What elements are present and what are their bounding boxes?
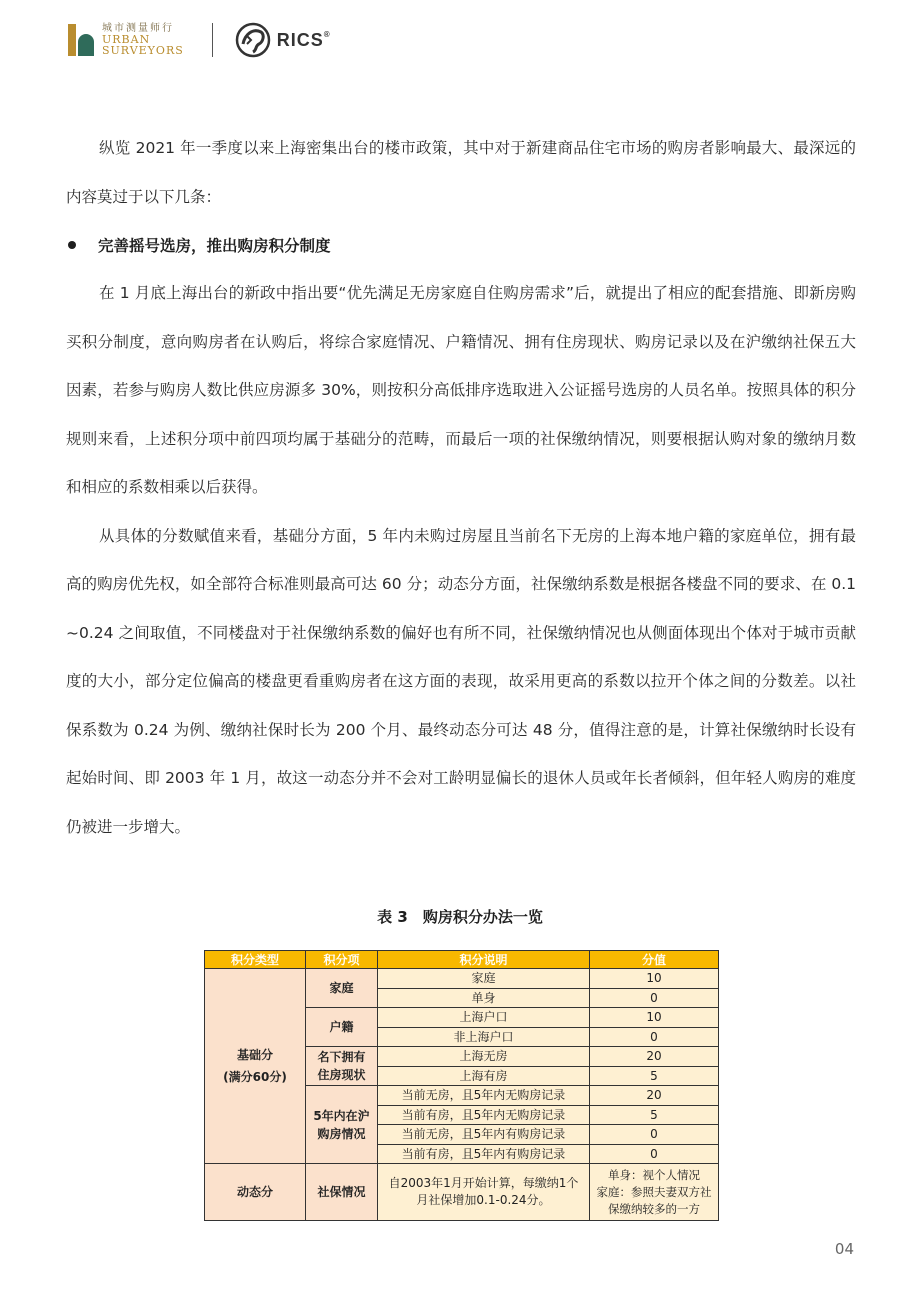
value-cell: 0 — [590, 988, 719, 1008]
bullet-heading-text: 完善摇号选房，推出购房积分制度 — [98, 237, 331, 255]
bullet-dot-icon — [68, 241, 76, 249]
desc-cell: 非上海户口 — [378, 1027, 590, 1047]
desc-cell: 当前无房，且5年内无购房记录 — [378, 1086, 590, 1106]
points-table — [204, 950, 719, 1221]
desc-cell: 上海户口 — [378, 1008, 590, 1028]
intro-paragraph: 纵览 2021 年一季度以来上海密集出台的楼市政策，其中对于新建商品住宅市场的购房者影响最大、最深远的内容莫过于以下几条： — [66, 139, 856, 206]
dynamic-score-category: 动态分 — [205, 1164, 306, 1221]
desc-cell: 当前有房，且5年内有购房记录 — [378, 1144, 590, 1164]
table-header-cell: 积分说明 — [378, 951, 590, 969]
policy-paragraph: 在 1 月底上海出台的新政中指出要“优先满足无房家庭自住购房需求”后，就提出了相应的配套措施、即新房购买积分制度，意向购房者在认购后，将综合家庭情况、户籍情况、拥有住房现状、购房记录以及在沪缴纳社保五大因素，若参与购房人数比供应房源多 30%，则按积分高低排序选取进入公证摇号选房的人员名单。按照具体的积分规则来看，上述积分项中前四项均属于基础分的范畴，而最后一项的社保缴纳情况，则要根据认购对象的缴纳月数和相应的系数相乘以后获得。 — [66, 284, 856, 496]
value-cell: 0 — [590, 1144, 719, 1164]
value-cell: 0 — [590, 1027, 719, 1047]
table-row — [205, 969, 719, 989]
table-row — [205, 1164, 719, 1221]
logo-cn-name: 城市测量师行 — [102, 23, 174, 34]
table-header-cell: 分值 — [590, 951, 719, 969]
page-number: 04 — [834, 1240, 854, 1258]
desc-cell: 当前无房，且5年内有购房记录 — [378, 1125, 590, 1145]
item-purchase-history: 5年内在沪 购房情况 — [306, 1086, 378, 1164]
desc-cell: 上海无房 — [378, 1047, 590, 1067]
item-housing-status: 名下拥有 住房现状 — [306, 1047, 378, 1086]
score-paragraph: 从具体的分数赋值来看，基础分方面，5 年内未购过房屋且当前名下无房的上海本地户籍的家庭单位，拥有最高的购房优先权，如全部符合标准则最高可达 60 分；动态分方面，社保缴纳系数是根据各楼盘不同的要求、在 0.1~0.24 之间取值，不同楼盘对于社保缴纳系数的偏好也有所不同，社保缴纳情况也从侧面体现出个体对于城市贡献度的大小，部分定位偏高的楼盘更看重购房者在这方面的表现，故采用更高的系数以拉开个体之间的分数差。以社保系数为 0.24 为例、缴纳社保时长为 200 个月、最终动态分可达 48 分，值得注意的是，计算社保缴纳时长设有起始时间、即 2003 年 1 月，故这一动态分并不会对工龄明显偏长的退休人员或年长者倾斜，但年轻人购房的难度仍被进一步增大。 — [66, 526, 856, 836]
bullet-heading — [66, 221, 856, 269]
page-header — [66, 20, 331, 60]
desc-cell: 自2003年1月开始计算，每缴纳1个月社保增加0.1-0.24分。 — [378, 1164, 590, 1221]
urban-surveyors-logo-text — [102, 24, 184, 56]
item-hukou: 户籍 — [306, 1008, 378, 1047]
value-cell: 10 — [590, 969, 719, 989]
table-title: 表 3 购房积分办法一览 — [377, 908, 543, 926]
item-social-security: 社保情况 — [306, 1164, 378, 1221]
table-header-cell: 积分项 — [306, 951, 378, 969]
base-score-category: 基础分 (满分60分) — [205, 969, 306, 1164]
value-cell: 10 — [590, 1008, 719, 1028]
urban-surveyors-logo-icon — [66, 22, 96, 58]
item-family: 家庭 — [306, 969, 378, 1008]
value-cell: 20 — [590, 1086, 719, 1106]
value-cell: 5 — [590, 1066, 719, 1086]
table-header-row — [205, 951, 719, 969]
desc-cell: 当前有房，且5年内无购房记录 — [378, 1105, 590, 1125]
table-header-cell: 积分类型 — [205, 951, 306, 969]
value-cell: 5 — [590, 1105, 719, 1125]
desc-cell: 单身 — [378, 988, 590, 1008]
desc-cell: 上海有房 — [378, 1066, 590, 1086]
rics-logo-text: RICS® — [276, 29, 331, 50]
value-cell: 单身：视个人情况 家庭：参照夫妻双方社保缴纳较多的一方 — [590, 1164, 719, 1221]
desc-cell: 家庭 — [378, 969, 590, 989]
logo-en-line1: URBAN — [102, 33, 151, 46]
value-cell: 20 — [590, 1047, 719, 1067]
body-content — [66, 124, 856, 851]
rics-lion-icon — [235, 22, 273, 58]
header-divider — [212, 23, 213, 57]
logo-en-line2: SURVEYORS — [102, 44, 184, 57]
value-cell: 0 — [590, 1125, 719, 1145]
